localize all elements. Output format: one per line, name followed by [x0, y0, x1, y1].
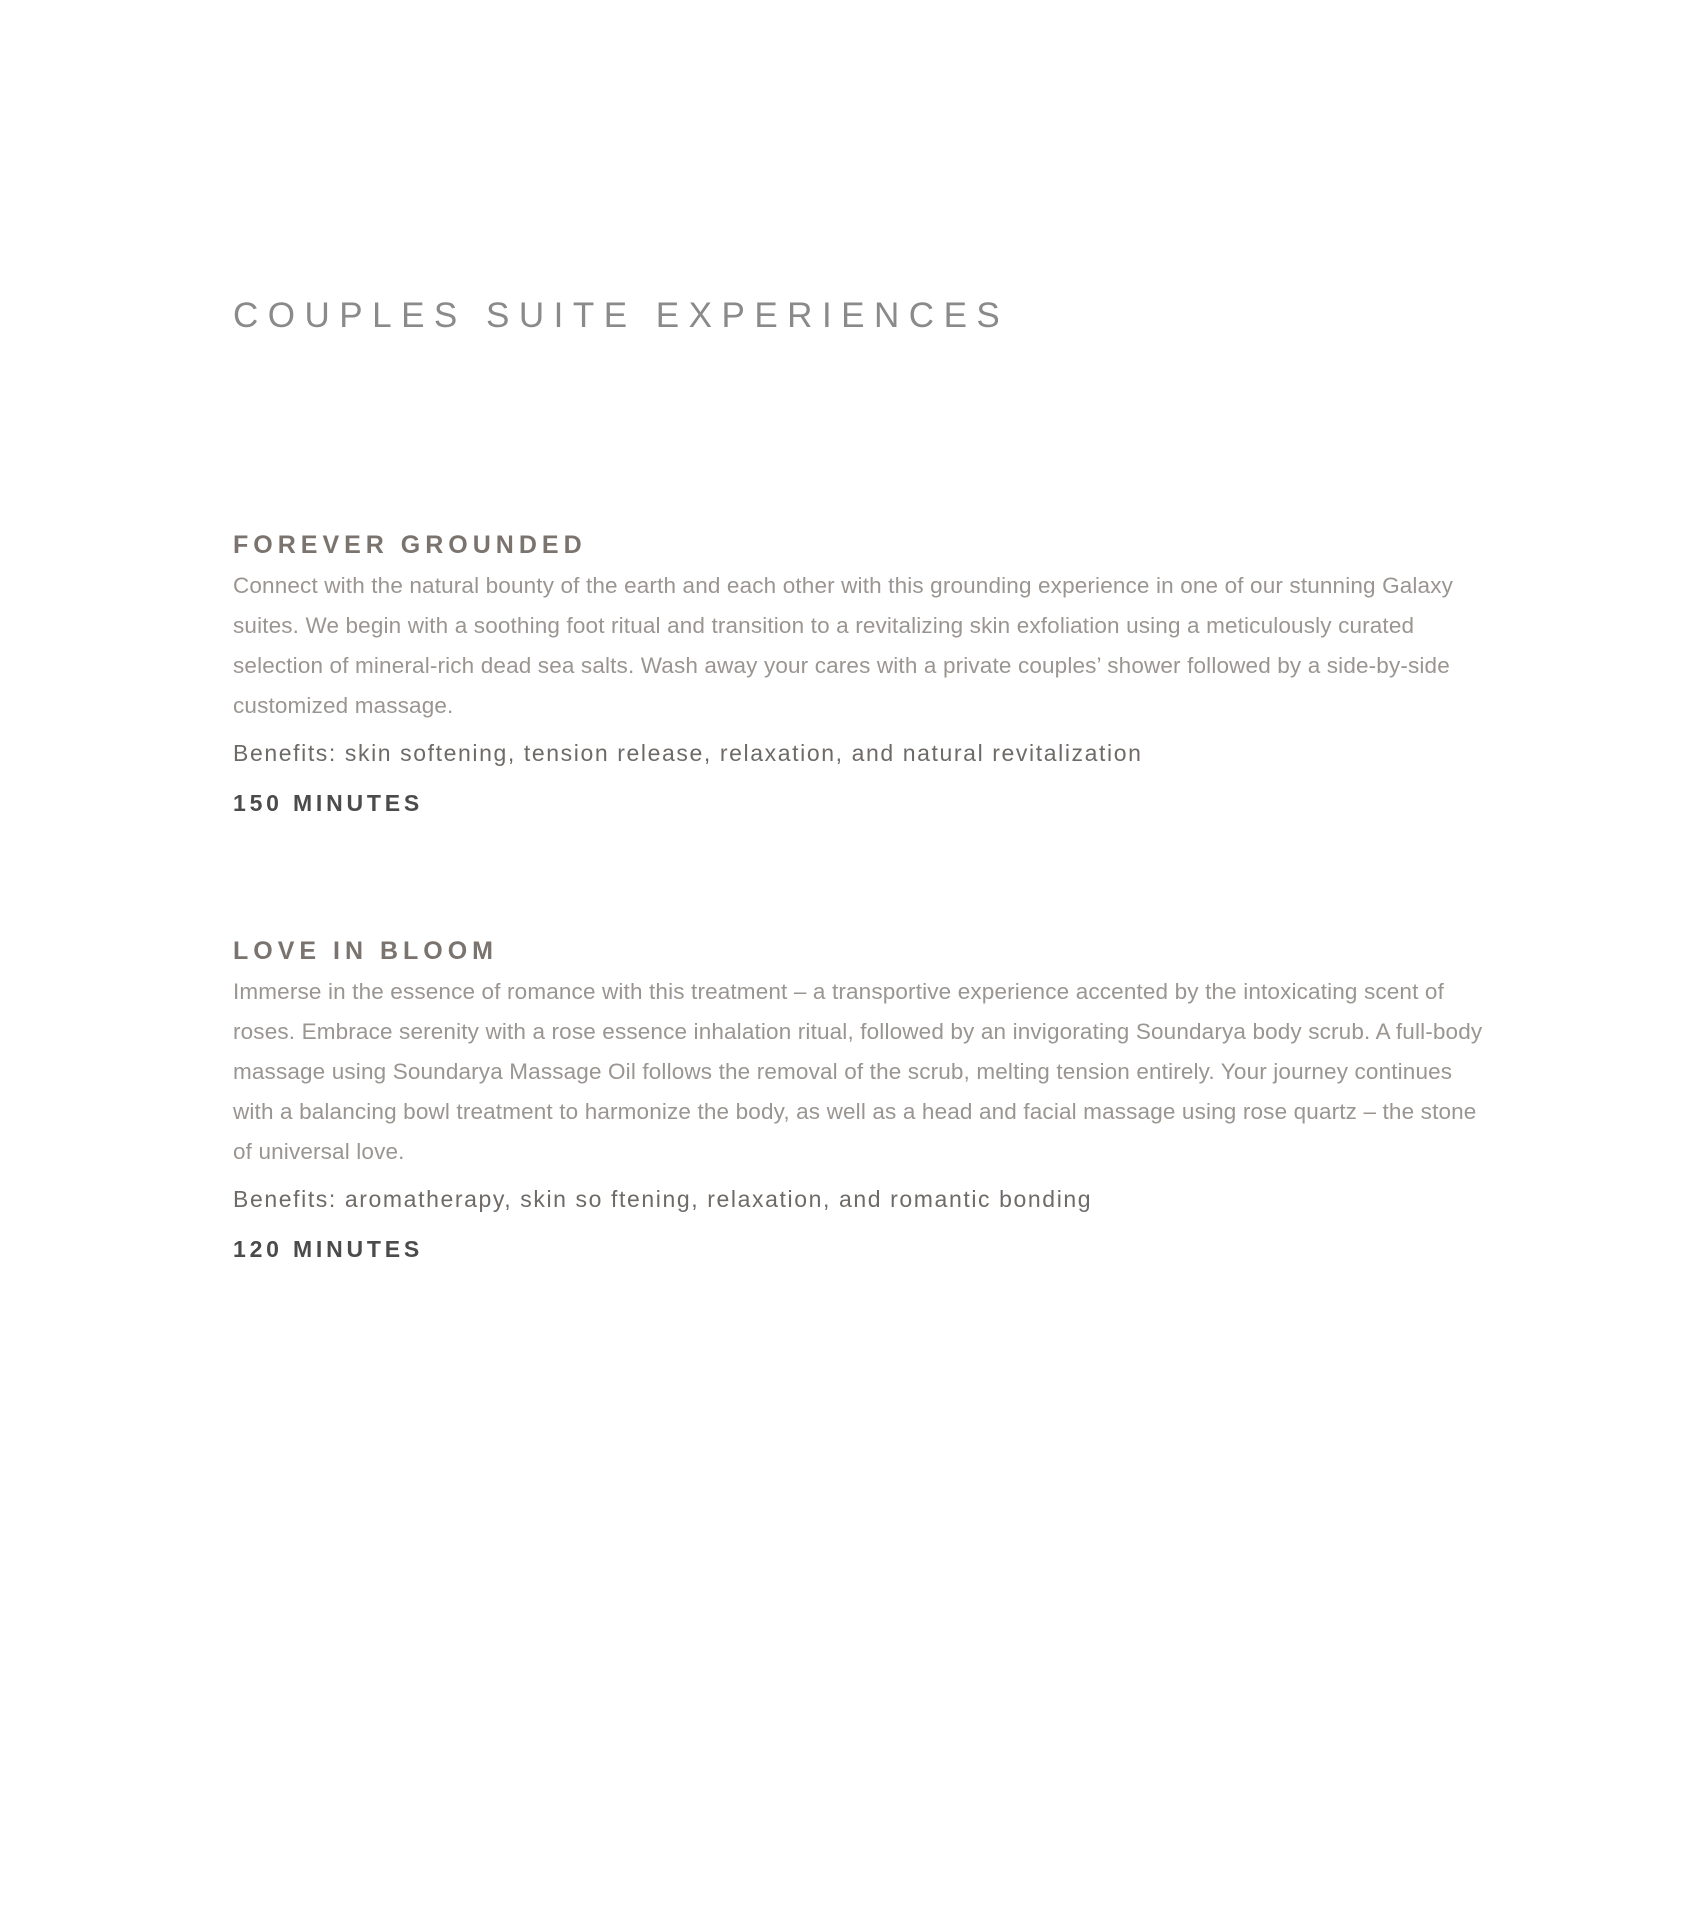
treatment-forever-grounded: [233, 530, 1493, 818]
treatment-love-in-bloom: [233, 936, 1493, 1264]
treatment-duration: 150 MINUTES: [233, 790, 424, 816]
treatment-title: LOVE IN BLOOM: [233, 937, 498, 965]
treatment-benefits: Benefits: aromatherapy, skin so ftening, relaxation, and romantic bonding: [233, 1186, 1093, 1212]
treatment-duration: 120 MINUTES: [233, 1236, 424, 1262]
treatment-title: FOREVER GROUNDED: [233, 531, 587, 559]
treatment-benefits: Benefits: skin softening, tension release, relaxation, and natural revitalization: [233, 740, 1143, 766]
page-title: COUPLES SUITE EXPERIENCES: [233, 296, 1010, 335]
treatment-description: Connect with the natural bounty of the earth and each other with this grounding experience in one of our stunning Galaxy suites. We begin with a soothing foot ritual and transition to a revitalizing skin exfoliation using a meticulously curated selection of mineral-rich dead sea salts. Wash away your cares with a private couples’ shower followed by a side-by-side customized massage.: [233, 573, 1454, 718]
treatment-description: Immerse in the essence of romance with this treatment – a transportive experience accented by the intoxicating scent of roses. Embrace serenity with a rose essence inhalation ritual, followed by an invigorating Soundarya body scrub. A full-body massage using Soundarya Massage Oil follows the removal of the scrub, melting tension entirely. Your journey continues with a balancing bowl treatment to harmonize the body, as well as a head and facial massage using rose quartz – the stone of universal love.: [233, 979, 1483, 1164]
